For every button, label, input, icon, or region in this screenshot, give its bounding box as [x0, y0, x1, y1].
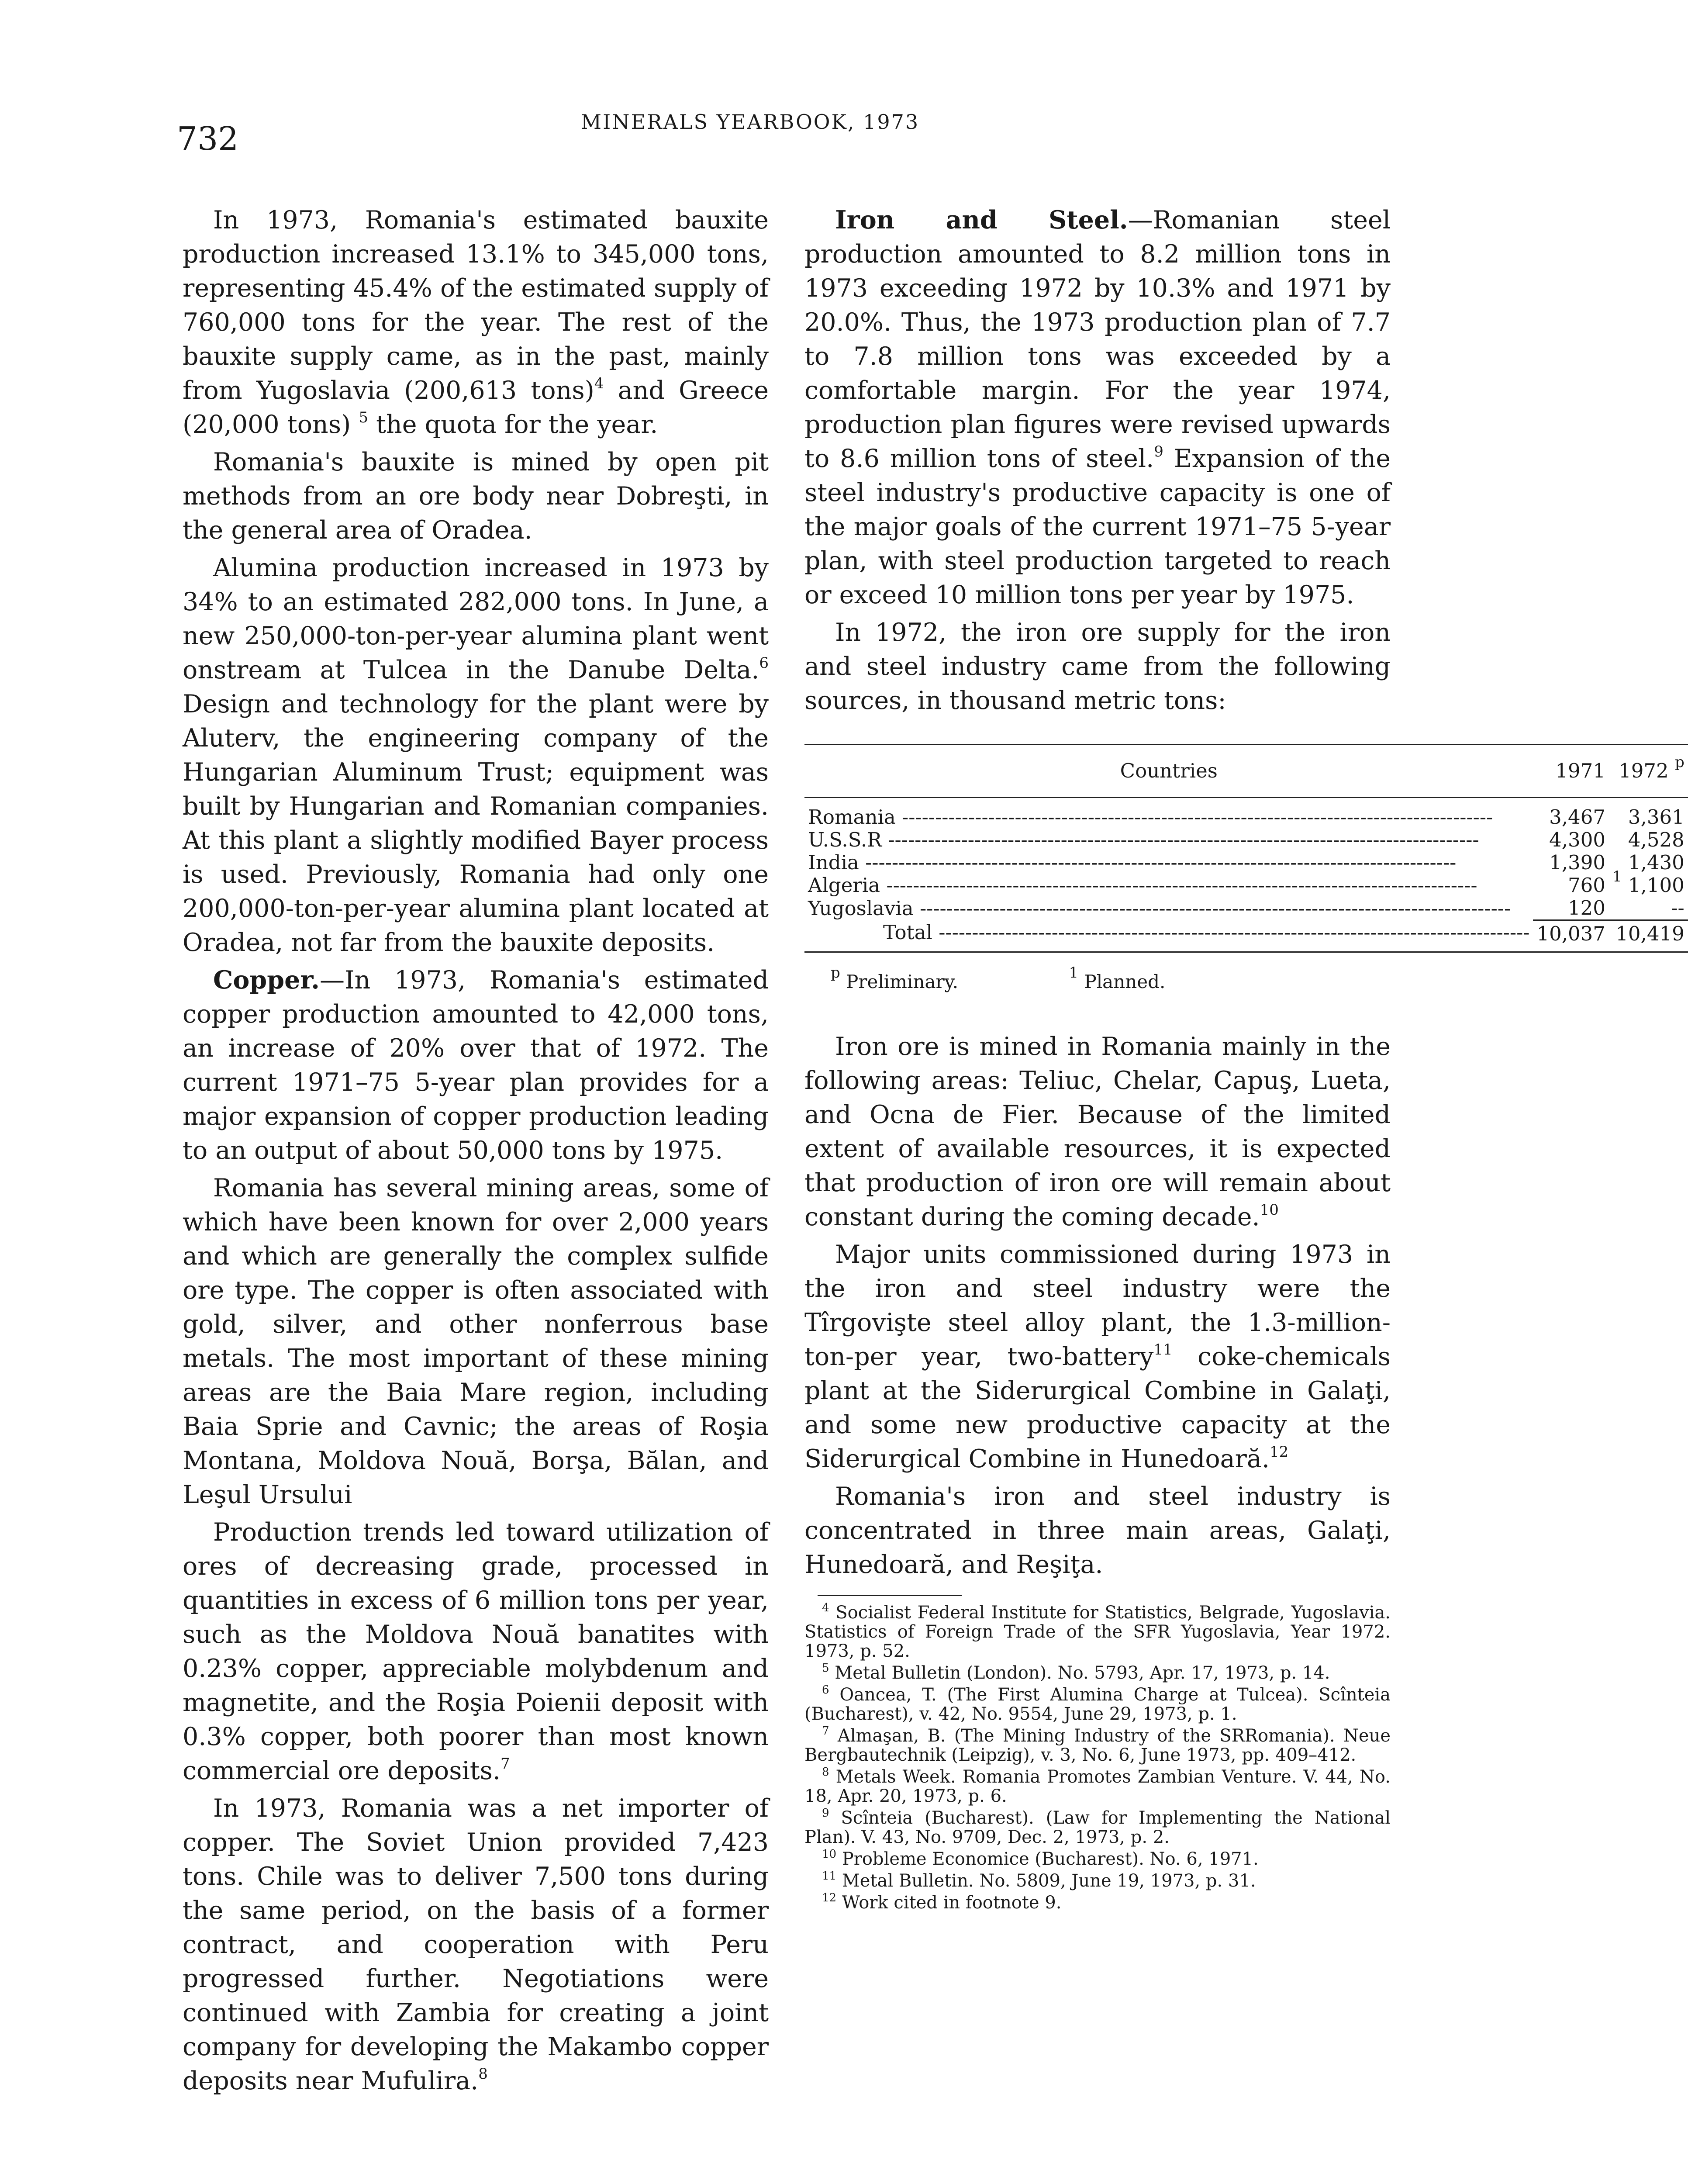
footnote-ref[interactable]: 4: [594, 375, 604, 392]
country-cell: Algeria -----: [804, 874, 1533, 897]
table-notes: [831, 965, 1391, 999]
section-heading-iron-steel: Iron and Steel.: [835, 205, 1128, 235]
paragraph-copper-production: Copper.—In 1973, Romania's estimated copper production amounted to 42,000 tons, an increase of 20% over that of 1972. The current 1971–75 5-year plan provides for a major expansion of copper production leading to an output of about 50,000 tons by 1975.: [183, 965, 769, 1165]
running-title: MINERALS YEARBOOK, 1973: [581, 110, 920, 134]
footnote-ref[interactable]: 7: [501, 1755, 510, 1773]
footnote-divider: [818, 1595, 962, 1596]
footnote-ref[interactable]: 6: [759, 654, 769, 672]
table-row: [804, 874, 1688, 897]
value-1971-cell: 760: [1568, 874, 1605, 897]
table-total-row: [804, 920, 1688, 952]
section-heading-copper: Copper.: [213, 965, 320, 995]
table-header-row: [804, 745, 1688, 798]
paragraph-copper-mining-areas: Romania has several mining areas, some of which have been known for over 2,000 years and which are generally the complex sulfide ore type. The copper is often associated with gold, silver, and other nonferrous base metals. The most important of these mining areas are the Baia Mare region, including Baia Sprie and Cavnic; the areas of Roşia Montana, Moldova Nouă, Borşa, Bălan, and Leşul Ursului: [183, 1174, 769, 1509]
footnote-ref[interactable]: 12: [1270, 1443, 1289, 1461]
value-1971-cell: 120: [1568, 896, 1605, 919]
footnote: $^7$ Almaşan, B. (The Mining Industry of the SRRomania). Neue Bergbautechnik (Leipzig), v. 3, No. 6, June 1973, pp. 409–412.: [804, 1724, 1391, 1765]
country-cell: U.S.S.R -----: [804, 829, 1533, 851]
table-row: [804, 851, 1688, 874]
footnote: $^6$ Oancea, T. (The First Alumina Charge at Tulcea). Scînteia (Bucharest), v. 42, No. 9554, June 29, 1973, p. 1.: [804, 1683, 1391, 1724]
footnote: $^8$ Metals Week. Romania Promotes Zambian Venture. V. 44, No. 18, Apr. 20, 1973, p. 6.: [804, 1766, 1391, 1806]
footnote-ref[interactable]: 5: [359, 409, 368, 426]
paragraph-bauxite-production: In 1973, Romania's estimated bauxite production increased 13.1% to 345,000 tons, representing 45.4% of the estimated supply of 760,000 tons for the year. The rest of the bauxite supply came, as in the past, mainly from Yugoslavia (200,613 tons)$^4$ and Greece (20,000 tons) $^5$ the quota for the year.: [183, 206, 769, 439]
table-row: [804, 829, 1688, 851]
column-header-1971: 1971: [1533, 745, 1609, 798]
footnote: $^9$ Scînteia (Bucharest). (Law for Implementing the National Plan). V. 43, No. 9709, Dec. 2, 1973, p. 2.: [804, 1807, 1391, 1847]
table-note-planned: $^1$ Planned.: [1069, 964, 1166, 992]
footnote: $^4$ Socialist Federal Institute for Statistics, Belgrade, Yugoslavia. Statistics of Foreign Trade of the SFR Yugoslavia, Year 1972. 1973, p. 52.: [804, 1601, 1391, 1661]
footnote: $^5$ Metal Bulletin (London). No. 5793, Apr. 17, 1973, p. 14.: [822, 1662, 1330, 1683]
total-1971-cell: 10,037: [1533, 920, 1609, 952]
footnote: $^{10}$ Probleme Economice (Bucharest). No. 6, 1971.: [822, 1848, 1259, 1869]
page-number: 732: [177, 120, 239, 158]
table-note-preliminary: $^p$ Preliminary.: [831, 964, 959, 992]
paragraph-alumina: Alumina production increased in 1973 by 34% to an estimated 282,000 tons. In June, a new 250,000-ton-per-year alumina plant went onstream at Tulcea in the Danube Delta.$^6$ Design and technology for the plant were by Aluterv, the engineering company of the Hungarian Aluminum Trust; equipment was built by Hungarian and Romanian companies. At this plant a slightly modified Bayer process is used. Previously, Romania had only one 200,000-ton-per-year alumina plant located at Oradea, not far from the bauxite deposits.: [183, 553, 769, 957]
paragraph-steel-production: Iron and Steel.—Romanian steel production amounted to 8.2 million tons in 1973 exceeding 1972 by 10.3% and 1971 by 20.0%. Thus, the 1973 production plan of 7.7 to 7.8 million tons was exceeded by a comfortable margin. For the year 1974, production plan figures were revised upwards to 8.6 million tons of steel.$^9$ Expansion of the steel industry's productive capacity is one of the major goals of the current 1971–75 5-year plan, with steel production targeted to reach or exceed 10 million tons per year by 1975.: [804, 205, 1391, 609]
total-label-cell: Total -----: [804, 920, 1533, 952]
table-row: [804, 798, 1688, 829]
footnote-ref[interactable]: 10: [1260, 1201, 1279, 1219]
paragraph-copper-imports: In 1973, Romania was a net importer of copper. The Soviet Union provided 7,423 tons. Chile was to deliver 7,500 tons during the same period, on the basis of a former contract, and cooperation with Peru progressed further. Negotiations were continued with Zambia for creating a joint company for developing the Makambo copper deposits near Mufulira.$^8$: [183, 1794, 769, 2095]
column-header-countries: Countries: [804, 745, 1533, 798]
footnote: $^{12}$ Work cited in footnote 9.: [822, 1891, 1062, 1913]
paragraph-industry-areas: Romania's iron and steel industry is concentrated in three main areas, Galaţi, Hunedoară, and Reşiţa.: [804, 1482, 1391, 1579]
value-1972-cell: $^1$ 1,100: [1612, 868, 1685, 897]
country-cell: India -----: [804, 851, 1533, 874]
table-bottom-rule: [804, 951, 1688, 952]
value-1972-cell: 3,361: [1628, 805, 1685, 829]
country-cell: Yugoslavia -----: [804, 897, 1533, 920]
value-1972-cell: 1,430: [1628, 851, 1685, 874]
iron-ore-supply-table: [804, 744, 1688, 953]
country-cell: Romania -----: [804, 798, 1533, 829]
footnotes: [804, 1603, 1391, 1912]
value-1971-cell: 4,300: [1549, 828, 1605, 851]
paragraph-production-trends: Production trends led toward utilization of ores of decreasing grade, processed in quantities in excess of 6 million tons per year, such as the Moldova Nouă banatites with 0.23% copper, appreciable molybdenum and magnetite, and the Roşia Poienii deposit with 0.3% copper, both poorer than most known commercial ore deposits.$^7$: [183, 1518, 769, 1785]
value-1971-cell: 1,390: [1549, 851, 1605, 874]
footnote: $^{11}$ Metal Bulletin. No. 5809, June 19, 1973, p. 31.: [822, 1870, 1256, 1891]
value-1972-cell: 4,528: [1628, 828, 1685, 851]
footnote-ref[interactable]: 9: [1154, 443, 1163, 460]
paragraph-bauxite-mining: Romania's bauxite is mined by open pit methods from an ore body near Dobreşti, in the general area of Oradea.: [183, 448, 769, 545]
total-1972-cell: 10,419: [1609, 920, 1688, 952]
column-header-1972: 1972 $^p$: [1609, 745, 1688, 798]
left-column: [183, 203, 769, 2101]
value-1971-cell: 3,467: [1549, 805, 1605, 829]
footnote-ref[interactable]: 8: [478, 2065, 488, 2083]
footnote-ref[interactable]: 11: [1153, 1341, 1173, 1358]
right-column: [804, 203, 1685, 1915]
paragraph-major-units: Major units commissioned during 1973 in the iron and steel industry were the Tîrgovişte steel alloy plant, the 1.3-million-ton-per year, two-battery$^{11}$ coke-chemicals plant at the Siderurgical Combine in Galaţi, and some new productive capacity at the Siderurgical Combine in Hunedoară.$^{12}$: [804, 1240, 1391, 1473]
paragraph-iron-ore-mining: Iron ore is mined in Romania mainly in the following areas: Teliuc, Chelar, Capuş, Lueta, and Ocna de Fier. Because of the limited extent of available resources, it is expected that production of iron ore will remain about constant during the coming decade.$^{10}$: [804, 1032, 1391, 1231]
paragraph-iron-ore-sources: In 1972, the iron ore supply for the iron and steel industry came from the following sources, in thousand metric tons:: [804, 618, 1391, 715]
table-row: [804, 897, 1688, 920]
value-1972-cell: --: [1671, 896, 1685, 919]
